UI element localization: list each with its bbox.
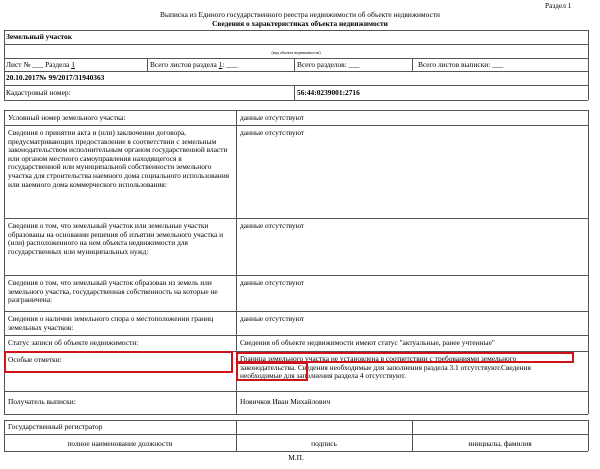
row-label-recipient: Получатель выписки: (8, 397, 76, 406)
row-value-land-dispute: данные отсутствуют (240, 314, 305, 323)
document-title: Выписка из Единого государственного реестра недвижимости об объекте недвижимости (160, 10, 440, 19)
row-label-record-status: Статус записи об объекте недвижимости: (8, 338, 139, 347)
row-value-conditional-number: данные отсутствуют (240, 113, 305, 122)
section-label: Раздел 1 (545, 1, 572, 10)
row-label-special-notes: Особые отметки: (8, 355, 62, 364)
row-value-recipient: Новичков Иван Михайлович (240, 397, 331, 406)
document-subtitle: Сведения о характеристиках объекта недвижимости (212, 19, 388, 28)
highlight-special-notes-label (4, 351, 233, 373)
special-notes-rest1: . Сведения необходимые для заполнения раздела 3.1 отсутствуют.Сведения (294, 362, 531, 372)
row-label-conditional-number: Условный номер земельного участка: (8, 113, 126, 122)
row-label-undivided-land: Сведения о том, что земельный участок образован из земель или земельного участка, государственная собственность на которые не разграничена: (8, 278, 218, 305)
sheet-number: Лист № ___ Раздела 1 (6, 60, 75, 69)
cadastral-label: Кадастровый номер: (6, 88, 71, 97)
special-notes-line1: Граница земельного участка не установлена в соответствии с требованиями земельного (240, 354, 517, 363)
total-sheets-extract: Всего листов выписки: ___ (418, 60, 504, 69)
position-caption: полное наименование должности (67, 439, 173, 448)
row-label-contract-info: Сведения о принятии акта и (или) заключении договора, предусматривающих предоставление в соответствии с земельным законодательством исполнительным органом государственной власти или органом местного самоуправления находящегося в государственной или муниципальной собственности земельного участка для строительства наемного дома социального использования или наемного дома коммерческого использования: (8, 128, 230, 189)
object-type: Земельный участок (6, 32, 73, 41)
registrar-label: Государственный регистратор (8, 422, 103, 431)
row-value-record-status: Сведения об объекте недвижимости имеют статус "актуальные, ранее учтенные" (240, 338, 495, 347)
row-label-seizure-info: Сведения о том, что земельный участок или земельные участки образованы на основании решения об изъятии земельного участка и (или) расположенного на нем объекта недвижимости для государственных или муниципальных нужд: (8, 221, 224, 256)
row-value-undivided-land: данные отсутствуют (240, 278, 305, 287)
object-type-caption: (вид объекта недвижимости) (271, 50, 321, 55)
row-label-land-dispute: Сведения о наличии земельного спора о местоположении границ земельных участков: (8, 314, 214, 332)
date-number: 20.10.2017№ 99/2017/31940363 (6, 73, 105, 82)
stamp-placeholder: М.П. (288, 453, 304, 462)
cadastral-value: 56:44:0239001:2716 (297, 88, 360, 97)
special-notes-line2: законодательства (240, 362, 295, 372)
row-value-contract-info: данные отсутствуют (240, 128, 305, 137)
initials-caption: инициалы, фамилия (468, 439, 532, 448)
total-sheets-section: Всего листов раздела 1: ___ (150, 60, 238, 69)
special-notes-rest2: необходимые для заполнения раздела 4 отсутствуют. (240, 371, 406, 381)
row-value-seizure-info: данные отсутствуют (240, 221, 305, 230)
signature-caption: подпись (311, 439, 337, 448)
highlight-special-notes-line2 (236, 362, 308, 381)
total-sections: Всего разделов: ___ (297, 60, 360, 69)
